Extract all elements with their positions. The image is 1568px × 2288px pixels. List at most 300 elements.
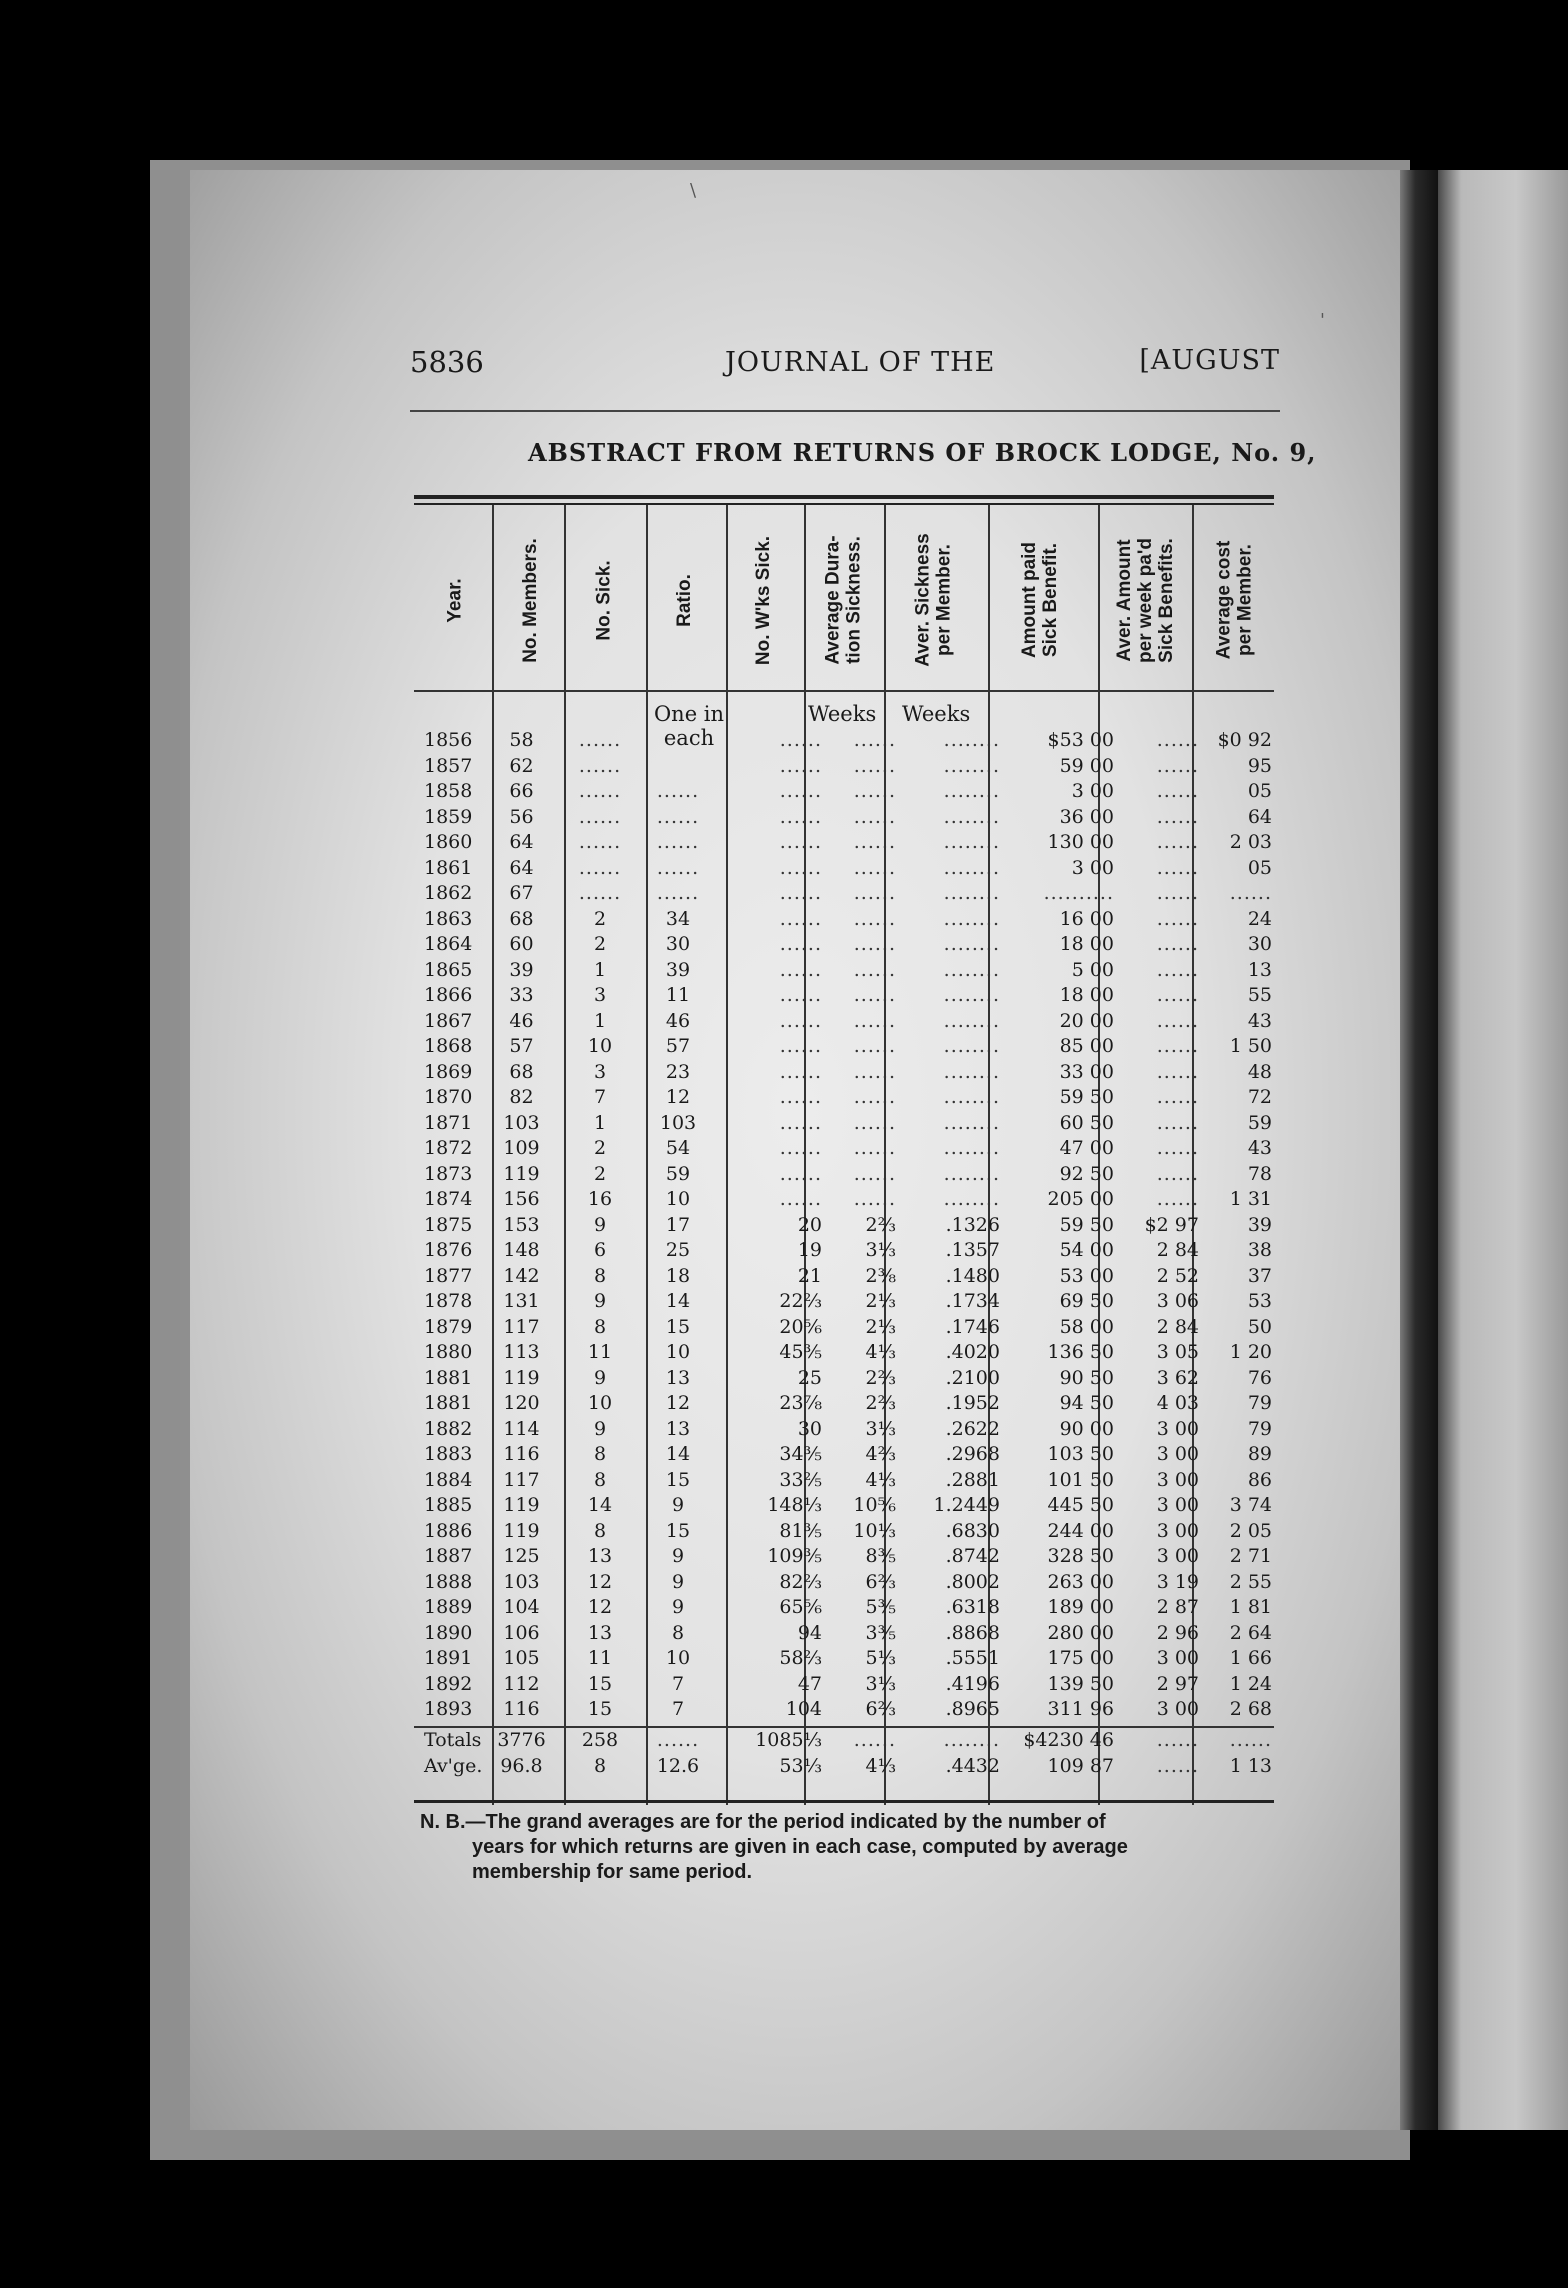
column-header-weeks-sick bbox=[724, 505, 804, 695]
sick-cell: ...... bbox=[578, 882, 622, 904]
ratio-cell: 11 bbox=[665, 984, 691, 1006]
amount-paid-cell: $4230 46 bbox=[1023, 1729, 1114, 1751]
sick-cell: 12 bbox=[587, 1570, 613, 1593]
table-row bbox=[414, 983, 1274, 1009]
weeks-sick-cell: 20 bbox=[797, 1213, 822, 1236]
cost-cell: 59 bbox=[1247, 1111, 1272, 1134]
table-row bbox=[414, 1111, 1274, 1137]
amount-paid-cell: 189 00 bbox=[1047, 1596, 1114, 1618]
cost-cell: 2 55 bbox=[1229, 1570, 1272, 1593]
averages-row bbox=[414, 1754, 1274, 1780]
sick-cell: 8 bbox=[593, 1754, 607, 1777]
column-header-label: No. W'ks Sick. bbox=[753, 535, 775, 665]
sick-cell: ...... bbox=[578, 729, 622, 751]
per-member-cell: .8742 bbox=[945, 1545, 1000, 1567]
sick-cell: 9 bbox=[593, 1213, 607, 1236]
duration-cell: 3⅓ bbox=[865, 1672, 896, 1695]
table-summary bbox=[414, 1728, 1274, 1779]
amount-paid-cell: 280 00 bbox=[1047, 1621, 1114, 1644]
amount-paid-cell: 205 00 bbox=[1047, 1188, 1114, 1210]
weekly-paid-cell: 3 05 bbox=[1156, 1341, 1199, 1363]
weeks-sick-cell: ...... bbox=[779, 856, 822, 879]
duration-cell: 3⅓ bbox=[865, 1239, 896, 1261]
table-row bbox=[414, 1417, 1274, 1443]
cost-cell: 89 bbox=[1247, 1443, 1272, 1465]
ratio-cell: 12 bbox=[665, 1086, 691, 1108]
cost-cell: 3 74 bbox=[1229, 1494, 1272, 1516]
per-member-cell: .5551 bbox=[945, 1647, 1000, 1669]
table-body bbox=[414, 728, 1274, 1723]
duration-cell: ...... bbox=[853, 1060, 896, 1083]
sick-cell: 3 bbox=[593, 984, 607, 1006]
amount-paid-cell: $53 00 bbox=[1047, 729, 1114, 751]
members-cell: 3776 bbox=[497, 1729, 546, 1751]
table-bottom-rule bbox=[414, 1800, 1274, 1803]
ratio-cell: 8 bbox=[671, 1621, 685, 1644]
cost-cell: 05 bbox=[1247, 856, 1272, 879]
per-member-cell: .4432 bbox=[945, 1754, 1000, 1777]
year-cell: 1877 bbox=[424, 1264, 473, 1287]
cost-cell: 55 bbox=[1247, 984, 1272, 1006]
per-member-cell: .4196 bbox=[945, 1672, 1000, 1695]
members-cell: 131 bbox=[503, 1290, 540, 1312]
members-cell: 116 bbox=[503, 1443, 540, 1465]
ratio-cell: 7 bbox=[671, 1672, 685, 1695]
ratio-cell: ...... bbox=[656, 780, 700, 802]
weekly-paid-cell: ...... bbox=[1156, 780, 1199, 802]
year-cell: 1893 bbox=[424, 1698, 473, 1720]
per-member-cell: ........ bbox=[943, 831, 1000, 853]
members-cell: 125 bbox=[503, 1545, 540, 1567]
ratio-cell: 9 bbox=[671, 1494, 685, 1516]
table-row bbox=[414, 1136, 1274, 1162]
per-member-cell: ........ bbox=[943, 1035, 1000, 1057]
column-header-label: No. Sick. bbox=[593, 559, 615, 641]
per-member-cell: ........ bbox=[943, 1162, 1000, 1185]
members-cell: 60 bbox=[509, 933, 534, 955]
column-header-label: Amount paid Sick Benefit. bbox=[1019, 541, 1062, 659]
amount-paid-cell: 244 00 bbox=[1047, 1519, 1114, 1542]
duration-cell: ...... bbox=[853, 1035, 896, 1057]
amount-paid-cell: 139 50 bbox=[1047, 1672, 1114, 1695]
members-cell: 117 bbox=[503, 1468, 540, 1491]
per-member-cell: .1326 bbox=[945, 1213, 1000, 1236]
table-row bbox=[414, 1697, 1274, 1723]
weekly-paid-cell: 2 96 bbox=[1156, 1621, 1199, 1644]
table-row bbox=[414, 1060, 1274, 1086]
amount-paid-cell: 58 00 bbox=[1059, 1315, 1114, 1338]
table-row bbox=[414, 932, 1274, 958]
sick-cell: 1 bbox=[593, 1111, 607, 1134]
duration-cell: 10⅚ bbox=[853, 1494, 896, 1516]
weeks-sick-cell: 94 bbox=[797, 1621, 822, 1644]
table-row bbox=[414, 1519, 1274, 1545]
table-row bbox=[414, 1034, 1274, 1060]
duration-cell: 3⅗ bbox=[865, 1621, 896, 1644]
sick-cell: ...... bbox=[578, 780, 622, 802]
sick-cell: 15 bbox=[587, 1672, 613, 1695]
cost-cell: 1 24 bbox=[1229, 1672, 1272, 1695]
ratio-cell: 12 bbox=[665, 1392, 691, 1414]
per-member-cell: ........ bbox=[943, 958, 1000, 981]
per-member-cell: .2968 bbox=[945, 1443, 1000, 1465]
duration-cell: ...... bbox=[853, 984, 896, 1006]
duration-cell: ...... bbox=[853, 1137, 896, 1159]
table-row bbox=[414, 1238, 1274, 1264]
table-row bbox=[414, 1646, 1274, 1672]
cost-cell: 30 bbox=[1247, 933, 1272, 955]
amount-paid-cell: 16 00 bbox=[1059, 907, 1114, 930]
weeks-sick-cell: ...... bbox=[779, 1137, 822, 1159]
duration-cell: 6⅔ bbox=[865, 1570, 896, 1593]
sick-cell: 9 bbox=[593, 1290, 607, 1312]
weekly-paid-cell: ...... bbox=[1156, 1060, 1199, 1083]
weeks-sick-cell: 109⅗ bbox=[767, 1545, 822, 1567]
ratio-cell: 46 bbox=[665, 1009, 691, 1032]
weeks-sick-cell: 104 bbox=[785, 1698, 822, 1720]
weeks-sick-cell: 30 bbox=[797, 1417, 822, 1440]
column-header-year bbox=[414, 505, 496, 695]
cost-cell: 1 20 bbox=[1229, 1341, 1272, 1363]
duration-cell: 4⅓ bbox=[865, 1468, 896, 1491]
members-cell: 64 bbox=[509, 831, 534, 853]
weekly-paid-cell: 4 03 bbox=[1156, 1392, 1199, 1414]
per-member-cell: .8868 bbox=[945, 1621, 1000, 1644]
sick-cell: 2 bbox=[593, 1162, 607, 1185]
amount-paid-cell: .......... bbox=[1043, 882, 1114, 904]
members-cell: 58 bbox=[509, 729, 534, 751]
weekly-paid-cell: ...... bbox=[1156, 933, 1199, 955]
duration-cell: ...... bbox=[853, 754, 896, 777]
weeks-sick-cell: 45⅗ bbox=[779, 1341, 822, 1363]
sick-cell: 10 bbox=[587, 1035, 613, 1057]
year-cell: 1859 bbox=[424, 805, 473, 828]
cost-cell: 79 bbox=[1247, 1417, 1272, 1440]
duration-cell: 2⅔ bbox=[865, 1213, 896, 1236]
ratio-cell: 54 bbox=[665, 1137, 691, 1159]
duration-cell: 10⅓ bbox=[853, 1519, 896, 1542]
duration-cell: 4⅔ bbox=[865, 1443, 896, 1465]
amount-paid-cell: 18 00 bbox=[1059, 933, 1114, 955]
amount-paid-cell: 60 50 bbox=[1059, 1111, 1114, 1134]
duration-cell: ...... bbox=[853, 831, 896, 853]
weekly-paid-cell: 2 87 bbox=[1156, 1596, 1199, 1618]
table-row bbox=[414, 1493, 1274, 1519]
per-member-cell: ........ bbox=[943, 1729, 1000, 1751]
per-member-cell: .1480 bbox=[945, 1264, 1000, 1287]
weekly-paid-cell: ...... bbox=[1156, 882, 1199, 904]
per-member-cell: ........ bbox=[943, 780, 1000, 802]
weeks-sick-cell: 47 bbox=[797, 1672, 822, 1695]
column-header-ratio bbox=[644, 505, 724, 695]
per-member-cell: .4020 bbox=[945, 1341, 1000, 1363]
year-cell: 1880 bbox=[424, 1341, 473, 1363]
sick-cell: 7 bbox=[593, 1086, 607, 1108]
members-cell: 116 bbox=[503, 1698, 540, 1720]
weeks-sick-cell: ...... bbox=[779, 1162, 822, 1185]
table-row bbox=[414, 1187, 1274, 1213]
column-header-label: Aver. Sickness per Member. bbox=[913, 533, 956, 667]
duration-cell: 2⅔ bbox=[865, 1366, 896, 1389]
table-row bbox=[414, 754, 1274, 780]
members-cell: 120 bbox=[503, 1392, 540, 1414]
year-cell: 1860 bbox=[424, 831, 473, 853]
duration-cell: 4⅓ bbox=[865, 1341, 896, 1363]
ratio-cell: 14 bbox=[665, 1443, 691, 1465]
year-cell: 1862 bbox=[424, 882, 473, 904]
weeks-sick-cell: 23⅞ bbox=[779, 1392, 822, 1414]
sick-cell: 6 bbox=[593, 1239, 607, 1261]
per-member-cell: .6318 bbox=[945, 1596, 1000, 1618]
year-cell: 1892 bbox=[424, 1672, 473, 1695]
cost-cell: 2 71 bbox=[1229, 1545, 1272, 1567]
ratio-cell: 14 bbox=[665, 1290, 691, 1312]
year-cell: 1884 bbox=[424, 1468, 473, 1491]
cost-cell: 1 13 bbox=[1229, 1754, 1272, 1777]
weeks-sick-cell: ...... bbox=[779, 831, 822, 853]
cost-cell: 38 bbox=[1247, 1239, 1272, 1261]
cost-cell: 37 bbox=[1247, 1264, 1272, 1287]
members-cell: 119 bbox=[503, 1494, 540, 1516]
weeks-sick-cell: 148⅓ bbox=[767, 1494, 822, 1516]
ratio-cell: 18 bbox=[665, 1264, 691, 1287]
ratio-unit-label: One in each bbox=[653, 702, 725, 750]
weeks-sick-cell: ...... bbox=[779, 933, 822, 955]
ink-speck: ' bbox=[1320, 310, 1325, 331]
running-header bbox=[410, 345, 1280, 389]
members-cell: 119 bbox=[503, 1519, 540, 1542]
page-number: 5836 bbox=[410, 345, 484, 379]
sick-cell: 1 bbox=[593, 958, 607, 981]
amount-paid-cell: 101 50 bbox=[1047, 1468, 1114, 1491]
table-row bbox=[414, 1468, 1274, 1494]
sick-cell: 9 bbox=[593, 1417, 607, 1440]
table-title: ABSTRACT FROM RETURNS OF BROCK LODGE, No. 9, bbox=[528, 438, 1317, 467]
year-cell: 1858 bbox=[424, 780, 473, 802]
amount-paid-cell: 130 00 bbox=[1047, 831, 1114, 853]
sick-cell: ...... bbox=[578, 805, 622, 828]
year-cell: 1861 bbox=[424, 856, 473, 879]
sick-cell: 10 bbox=[587, 1392, 613, 1414]
year-cell: 1872 bbox=[424, 1137, 473, 1159]
table-row bbox=[414, 1442, 1274, 1468]
per-member-cell: .6830 bbox=[945, 1519, 1000, 1542]
members-cell: 56 bbox=[509, 805, 534, 828]
weekly-paid-cell: 2 84 bbox=[1156, 1315, 1199, 1338]
per-member-cell: ........ bbox=[943, 1188, 1000, 1210]
footnote-line-3: membership for same period. bbox=[472, 1861, 753, 1883]
amount-paid-cell: 59 50 bbox=[1059, 1086, 1114, 1108]
cost-cell: 2 68 bbox=[1229, 1698, 1272, 1720]
amount-paid-cell: 328 50 bbox=[1047, 1545, 1114, 1567]
duration-cell: ...... bbox=[853, 958, 896, 981]
ratio-cell: 12.6 bbox=[656, 1754, 700, 1777]
duration-cell: ...... bbox=[853, 1188, 896, 1210]
table-row bbox=[414, 805, 1274, 831]
per-member-cell: ........ bbox=[943, 1137, 1000, 1159]
ratio-cell: 30 bbox=[665, 933, 691, 955]
cost-cell: 43 bbox=[1247, 1137, 1272, 1159]
weeks-sick-cell: ...... bbox=[779, 1009, 822, 1032]
sick-cell: 8 bbox=[593, 1519, 607, 1542]
weekly-paid-cell: $2 97 bbox=[1144, 1213, 1199, 1236]
weekly-paid-cell: 3 62 bbox=[1156, 1366, 1199, 1389]
weekly-paid-cell: 3 00 bbox=[1156, 1519, 1199, 1542]
sick-cell: ...... bbox=[578, 754, 622, 777]
members-cell: 64 bbox=[509, 856, 534, 879]
year-cell: Av'ge. bbox=[424, 1754, 483, 1777]
ratio-cell: 10 bbox=[665, 1647, 691, 1669]
duration-cell: ...... bbox=[853, 856, 896, 879]
sick-cell: 11 bbox=[587, 1341, 613, 1363]
column-header-avg-cost bbox=[1194, 505, 1274, 695]
table-row bbox=[414, 1366, 1274, 1392]
weeks-sick-cell: 22⅔ bbox=[779, 1290, 822, 1312]
sick-cell: 258 bbox=[581, 1729, 619, 1751]
cost-cell: 48 bbox=[1247, 1060, 1272, 1083]
month-label: [AUGUST bbox=[1139, 345, 1280, 376]
duration-cell: 6⅔ bbox=[865, 1698, 896, 1720]
weekly-paid-cell: ...... bbox=[1156, 1188, 1199, 1210]
table-row bbox=[414, 1570, 1274, 1596]
cost-cell: 95 bbox=[1247, 754, 1272, 777]
ratio-cell: 17 bbox=[665, 1213, 691, 1236]
weekly-paid-cell: 2 52 bbox=[1156, 1264, 1199, 1287]
sick-cell: 11 bbox=[587, 1647, 613, 1669]
cost-cell: ...... bbox=[1229, 882, 1272, 904]
members-cell: 96.8 bbox=[500, 1754, 543, 1777]
members-cell: 114 bbox=[503, 1417, 540, 1440]
members-cell: 103 bbox=[503, 1570, 540, 1593]
column-header-members bbox=[496, 505, 564, 695]
cost-cell: 53 bbox=[1247, 1290, 1272, 1312]
cost-cell: 79 bbox=[1247, 1392, 1272, 1414]
cost-cell: 78 bbox=[1247, 1162, 1272, 1185]
weeks-sick-cell: ...... bbox=[779, 958, 822, 981]
weeks-sick-cell: ...... bbox=[779, 754, 822, 777]
year-cell: 1888 bbox=[424, 1570, 473, 1593]
sick-cell: 2 bbox=[593, 933, 607, 955]
sick-cell: 1 bbox=[593, 1009, 607, 1032]
cost-cell: 72 bbox=[1247, 1086, 1272, 1108]
duration-cell: ...... bbox=[853, 1086, 896, 1108]
members-cell: 109 bbox=[503, 1137, 540, 1159]
ratio-cell: 15 bbox=[665, 1315, 691, 1338]
weekly-paid-cell: ...... bbox=[1156, 1754, 1199, 1777]
weekly-paid-cell: 3 00 bbox=[1156, 1545, 1199, 1567]
weeks-sick-cell: ...... bbox=[779, 984, 822, 1006]
table-row bbox=[414, 881, 1274, 907]
duration-cell: ...... bbox=[853, 1009, 896, 1032]
per-member-cell: .2100 bbox=[945, 1366, 1000, 1389]
year-cell: 1879 bbox=[424, 1315, 473, 1338]
year-cell: 1864 bbox=[424, 933, 473, 955]
footnote bbox=[420, 1810, 1290, 1885]
weeks-sick-cell: 65⅚ bbox=[779, 1596, 822, 1618]
year-cell: 1876 bbox=[424, 1239, 473, 1261]
ratio-cell: ...... bbox=[656, 805, 700, 828]
cost-cell: $0 92 bbox=[1217, 729, 1272, 751]
per-member-cell: 1.2449 bbox=[933, 1494, 1000, 1516]
sick-cell: 8 bbox=[593, 1443, 607, 1465]
table-row bbox=[414, 1672, 1274, 1698]
duration-cell: 2⅜ bbox=[865, 1264, 896, 1287]
members-cell: 82 bbox=[509, 1086, 534, 1108]
ratio-cell: ...... bbox=[656, 831, 700, 853]
members-cell: 117 bbox=[503, 1315, 540, 1338]
cost-cell: 1 50 bbox=[1229, 1035, 1272, 1057]
weeks-sick-cell: 81⅗ bbox=[779, 1519, 822, 1542]
ratio-cell: 59 bbox=[665, 1162, 691, 1185]
table-row bbox=[414, 830, 1274, 856]
sick-cell: 14 bbox=[587, 1494, 613, 1516]
weeks-sick-cell: ...... bbox=[779, 1086, 822, 1108]
book-gutter bbox=[1400, 170, 1438, 2130]
members-cell: 142 bbox=[503, 1264, 540, 1287]
weeks-sick-cell: ...... bbox=[779, 780, 822, 802]
year-cell: 1873 bbox=[424, 1162, 473, 1185]
cost-cell: 64 bbox=[1247, 805, 1272, 828]
duration-cell: ...... bbox=[853, 1729, 896, 1751]
table-row bbox=[414, 907, 1274, 933]
year-cell: 1870 bbox=[424, 1086, 473, 1108]
amount-paid-cell: 92 50 bbox=[1059, 1162, 1114, 1185]
cost-cell: 13 bbox=[1247, 958, 1272, 981]
members-cell: 57 bbox=[509, 1035, 534, 1057]
amount-paid-cell: 103 50 bbox=[1047, 1443, 1114, 1465]
year-cell: 1886 bbox=[424, 1519, 473, 1542]
weekly-paid-cell: ...... bbox=[1156, 984, 1199, 1006]
ratio-cell: 25 bbox=[665, 1239, 691, 1261]
table-row bbox=[414, 1595, 1274, 1621]
amount-paid-cell: 36 00 bbox=[1059, 805, 1114, 828]
table-row bbox=[414, 1544, 1274, 1570]
ratio-cell: ...... bbox=[656, 1729, 700, 1751]
footnote-line-2: years for which returns are given in each case, computed by average bbox=[472, 1836, 1128, 1858]
weekly-paid-cell: ...... bbox=[1156, 958, 1199, 981]
members-cell: 62 bbox=[509, 754, 534, 777]
header-underline bbox=[414, 690, 1274, 692]
cost-cell: 1 66 bbox=[1229, 1647, 1272, 1669]
weekly-paid-cell: ...... bbox=[1156, 907, 1199, 930]
members-cell: 66 bbox=[509, 780, 534, 802]
members-cell: 67 bbox=[509, 882, 534, 904]
per-member-unit-label: Weeks bbox=[902, 702, 971, 726]
per-member-cell: ........ bbox=[943, 754, 1000, 777]
year-cell: 1863 bbox=[424, 907, 473, 930]
year-cell: 1856 bbox=[424, 729, 473, 751]
year-cell: 1868 bbox=[424, 1035, 473, 1057]
amount-paid-cell: 18 00 bbox=[1059, 984, 1114, 1006]
year-cell: 1871 bbox=[424, 1111, 473, 1134]
ratio-cell: 7 bbox=[671, 1698, 685, 1720]
cost-cell: 24 bbox=[1247, 907, 1272, 930]
members-cell: 39 bbox=[509, 958, 534, 981]
duration-cell: ...... bbox=[853, 907, 896, 930]
amount-paid-cell: 445 50 bbox=[1047, 1494, 1114, 1516]
year-cell: 1875 bbox=[424, 1213, 473, 1236]
year-cell: 1881 bbox=[424, 1392, 473, 1414]
duration-cell: 4⅓ bbox=[865, 1754, 896, 1777]
members-cell: 156 bbox=[503, 1188, 540, 1210]
ratio-cell: ...... bbox=[656, 856, 700, 879]
per-member-cell: .2622 bbox=[945, 1417, 1000, 1440]
weekly-paid-cell: 3 00 bbox=[1156, 1443, 1199, 1465]
weeks-sick-cell: ...... bbox=[779, 1188, 822, 1210]
per-member-cell: .8965 bbox=[945, 1698, 1000, 1720]
amount-paid-cell: 59 00 bbox=[1059, 754, 1114, 777]
weekly-paid-cell: ...... bbox=[1156, 1137, 1199, 1159]
